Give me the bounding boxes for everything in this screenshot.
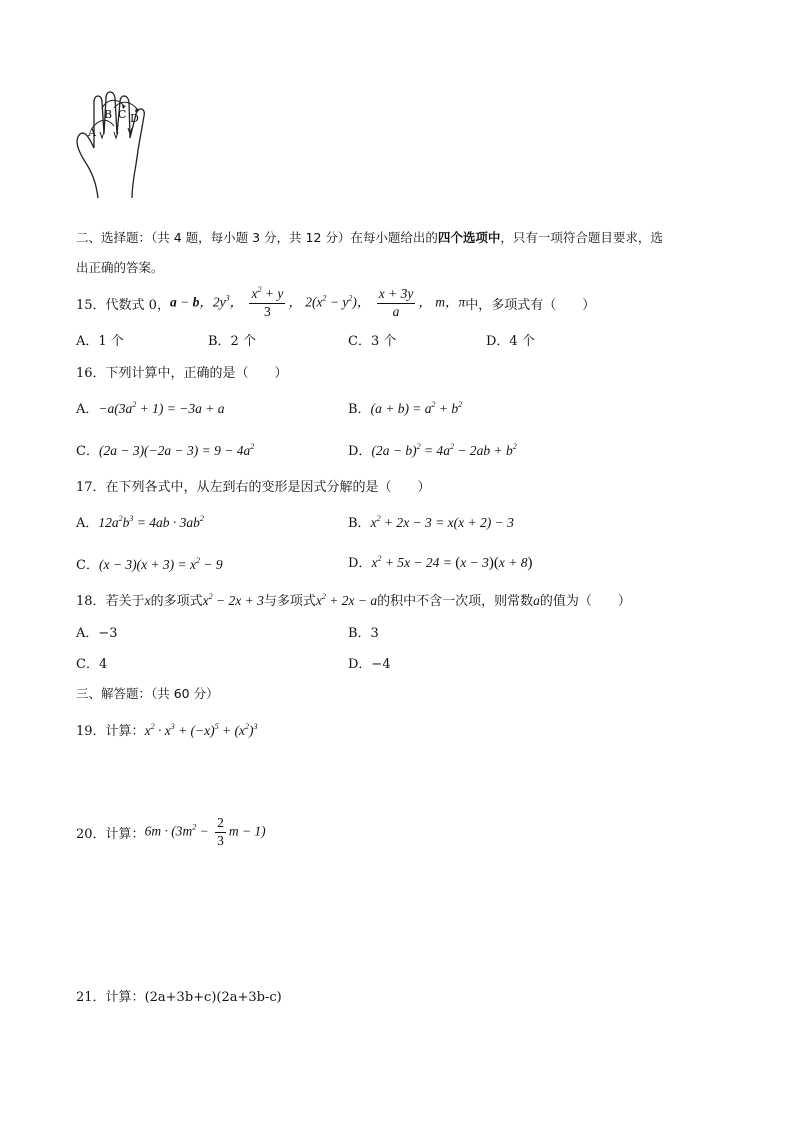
q17-option-d[interactable]: D．$x^2 + 5x - 24 = (x - 3)(x + 8)$ bbox=[348, 554, 533, 571]
q15-option-b[interactable]: B．2 个 bbox=[208, 334, 256, 349]
section3-heading: 三、解答题：（共 60 分） bbox=[76, 686, 219, 701]
question-16: 16．下列计算中，正确的是（ ） bbox=[76, 366, 288, 381]
section2-heading-bold: 四个选项中 bbox=[437, 230, 501, 245]
q15-expr: a − b，$2y^3$， $\frac{x^2 + y}{3}$ ， $2(x^2 - y^2)$， $\frac{x + 3y}{a}$ ， m，π bbox=[169, 284, 466, 319]
q17-option-c[interactable]: C．$(x - 3)(x + 3) = x^2 - 9$ bbox=[76, 556, 223, 573]
q18-option-d[interactable]: D．−4 bbox=[348, 657, 391, 672]
q18-option-a[interactable]: A．−3 bbox=[76, 626, 118, 641]
q16-option-d[interactable]: D．$(2a - b)^2 = 4a^2 - 2ab + b^2$ bbox=[348, 442, 517, 459]
question-15 bbox=[76, 286, 595, 320]
q17-option-b[interactable]: B．$x^2 + 2x - 3 = x(x + 2) - 3$ bbox=[348, 514, 514, 531]
hand-icon bbox=[72, 88, 162, 200]
hand-figure bbox=[72, 88, 162, 200]
question-17: 17．在下列各式中，从左到右的变形是因式分解的是（ ） bbox=[76, 480, 431, 495]
q18-option-b[interactable]: B．3 bbox=[348, 626, 379, 641]
q17-option-a[interactable]: A．$12a^2b^3 = 4ab \cdot 3ab^2$ bbox=[76, 514, 204, 531]
question-19: 19．计算：$x^2 \cdot x^3 + (-x)^5 + (x^2)^3$ bbox=[76, 722, 258, 739]
section2-heading: 二、选择题：（共 4 题，每小题 3 分，共 12 分）在每小题给出的四个选项中，只有一项符合题目要求，选 bbox=[76, 230, 663, 245]
question-18: 18．若关于x的多项式$x^2 - 2x + 3$与多项式$x^2 + 2x - a$的积中不含一次项，则常数a的值为（ ） bbox=[76, 592, 631, 609]
q18-option-c[interactable]: C．4 bbox=[76, 657, 108, 672]
q15-number: 15． bbox=[76, 297, 106, 313]
q15-option-a[interactable]: A．1 个 bbox=[76, 334, 124, 349]
question-20: 20． 计算： $6m \cdot (3m^2$ − $\frac{2}{3}$ m − 1) bbox=[76, 814, 266, 848]
figure-label-d: D bbox=[130, 112, 139, 125]
q16-option-c[interactable]: C．$(2a - 3)(-2a - 3) = 9 - 4a^2$ bbox=[76, 442, 255, 459]
q15-suffix: 中，多项式有（ ） bbox=[465, 297, 596, 313]
q15-prefix: 代数式 0， bbox=[105, 297, 170, 313]
q16-option-a[interactable]: A．$-a(3a^2 + 1) = -3a + a$ bbox=[76, 400, 225, 417]
figure-label-a: A bbox=[88, 126, 96, 139]
q15-option-c[interactable]: C．3 个 bbox=[348, 334, 397, 349]
q15-option-d[interactable]: D．4 个 bbox=[486, 334, 535, 349]
question-21: 21．计算：(2a+3b+c)(2a+3b-c) bbox=[76, 990, 282, 1005]
figure-label-c: C bbox=[118, 108, 127, 121]
q21-expr: (2a+3b+c)(2a+3b-c) bbox=[144, 990, 282, 1005]
section2-heading-line2: 出正确的答案。 bbox=[76, 260, 164, 275]
figure-label-b: B bbox=[104, 108, 113, 121]
q16-option-b[interactable]: B．$(a + b) = a^2 + b^2$ bbox=[348, 400, 463, 417]
